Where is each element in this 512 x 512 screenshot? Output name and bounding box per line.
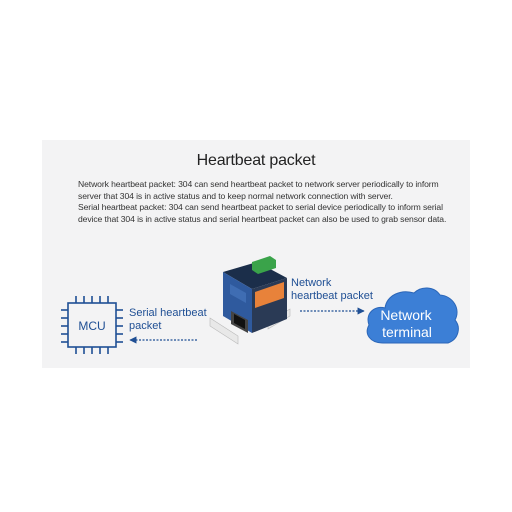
network-heartbeat-description: Network heartbeat packet: 304 can send heartbeat packet to network server periodically to inform server that 304 is in active status and to keep normal network connection with server.: [78, 179, 439, 201]
network-heartbeat-label-line-1: Network: [291, 277, 332, 289]
serial-heartbeat-label-line-2: packet: [129, 319, 162, 332]
network-heartbeat-label-line-2: heartbeat packet: [291, 289, 373, 302]
cloud-label-line-1: Network: [380, 307, 432, 323]
mcu-label: MCU: [78, 319, 106, 333]
mcu-chip-icon: [61, 296, 123, 354]
serial-heartbeat-description: Serial heartbeat packet: 304 can send heartbeat packet to serial device periodically to inform serial device that 304 is in active status and serial heartbeat packet can also be used to grab sensor data.: [78, 202, 447, 224]
serial-heartbeat-label: [129, 307, 207, 332]
serial-server-device: [210, 256, 290, 344]
serial-heartbeat-label-line-1: Serial heartbeat: [129, 307, 207, 319]
cloud-label-line-2: terminal: [382, 324, 432, 340]
page-title: Heartbeat packet: [196, 152, 316, 169]
network-heartbeat-label: [291, 277, 373, 302]
